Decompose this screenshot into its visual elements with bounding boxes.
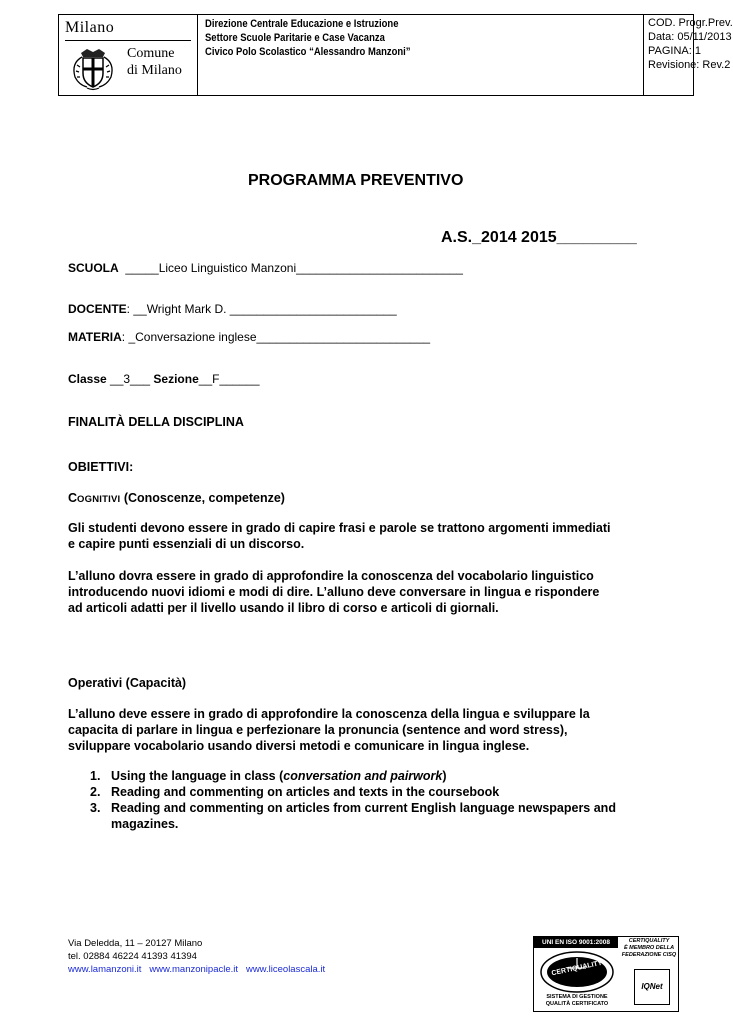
classe-label: Classe [68, 372, 107, 386]
list-item [90, 784, 660, 800]
paragraph-2-line-2: introducendo nuovi idiomi e modi di dire. L’alluno deve conversare in lingua e rispondere [68, 585, 600, 599]
docente-label: DOCENTE [68, 302, 127, 316]
paragraph-3-line-3: sviluppare vocabolario usando diversi metodi e comunicare in lingua inglese. [68, 739, 530, 753]
logo-divider [65, 40, 191, 41]
footer-links [68, 964, 325, 975]
finalita-heading: FINALITÀ DELLA DISCIPLINA [68, 415, 244, 429]
operativi-heading: Operativi (Capacità) [68, 676, 187, 690]
materia-label: MATERIA [68, 330, 122, 344]
scuola-label: SCUOLA [68, 261, 119, 275]
paragraph-1-line-1: Gli studenti devono essere in grado di capire frasi e parole se trattono argomenti immediati [68, 521, 611, 535]
cert-system-line-1: SISTEMA DI GESTIONE [546, 994, 608, 1000]
code-line-1: COD. Progr.Prev. [648, 17, 733, 29]
cert-federation-line-3: FEDERAZIONE CISQ [621, 952, 677, 958]
docente-value: : __Wright Mark D. _________________________ [126, 302, 397, 316]
cert-system-line-2: QUALITÀ CERTIFICATO [545, 1001, 609, 1007]
iqnet-label: IQNet [641, 982, 663, 991]
footer-phone: tel. 02884 46224 41393 41394 [68, 951, 197, 962]
list-number: 1. [90, 769, 101, 783]
paragraph-2 [68, 568, 658, 616]
sezione-label: Sezione [153, 372, 199, 386]
list-after: ) [442, 769, 447, 783]
cognitivi-heading [68, 491, 285, 505]
page-title: PROGRAMMA PREVENTIVO [248, 172, 464, 189]
classe-value: __3___ [106, 372, 154, 386]
iqnet-logo [634, 969, 670, 1005]
classe-sezione-field [68, 372, 260, 386]
sezione-value: __F______ [198, 372, 260, 386]
certiquality-badge [533, 936, 679, 1012]
milano-logo-text: Milano [65, 19, 115, 36]
activity-list [90, 768, 660, 832]
docente-field [68, 302, 397, 316]
code-line-3: PAGINA: 1 [648, 45, 701, 57]
direction-cell [197, 15, 644, 95]
materia-value: : _Conversazione inglese__________________________ [121, 330, 431, 344]
direction-line-1: Direzione Centrale Educazione e Istruzione [205, 18, 399, 30]
paragraph-2-line-3: ad articoli adatti per il livello usando il libro di corso e articoli di giornali. [68, 601, 499, 615]
paragraph-2-line-1: L’alluno dovra essere in grado di approfondire la conoscenza del vocabolario linguistico [68, 569, 594, 583]
footer-address: Via Deledda, 11 – 20127 Milano [68, 938, 203, 949]
cert-federation-line-1: CERTIQUALITY [628, 938, 670, 944]
paragraph-3-line-1: L’alluno deve essere in grado di approfondire la conoscenza della lingua e sviluppare la [68, 707, 590, 721]
cert-federation-line-2: È MEMBRO DELLA [623, 945, 675, 951]
logo-cell [59, 15, 198, 95]
list-number: 3. [90, 801, 101, 815]
list-item [90, 800, 660, 832]
code-cell [644, 15, 733, 95]
comune-label: Comune [127, 46, 175, 61]
cert-system-text [536, 994, 618, 1008]
list-text: Reading and commenting on articles and texts in the coursebook [111, 785, 500, 799]
scuola-value: _____Liceo Linguistico Manzoni_________________________ [118, 261, 463, 275]
cognitivi-initial: C [68, 491, 78, 505]
code-line-2: Data: 05/11/2013 [648, 31, 732, 43]
direction-line-3: Civico Polo Scolastico “Alessandro Manzoni” [205, 46, 411, 58]
paragraph-1 [68, 520, 658, 552]
cert-badge-text: CERTIQUALITY [550, 959, 604, 978]
cognitivi-tail: (Conoscenze, competenze) [120, 491, 285, 505]
footer-link-liceolascala[interactable]: www.liceolascala.it [245, 964, 326, 975]
footer-link-manzonipacle[interactable]: www.manzonipacle.it [149, 964, 239, 975]
code-line-4: Revisione: Rev.2 [648, 59, 731, 71]
list-text-continued: magazines. [111, 817, 179, 831]
list-italic: conversation and pairwork [283, 769, 443, 783]
anno-scolastico: A.S._2014 2015_________ [441, 229, 637, 246]
cert-iso-label: UNI EN ISO 9001:2008 [534, 937, 618, 948]
obiettivi-heading: OBIETTIVI: [68, 460, 134, 474]
direction-line-2: Settore Scuole Paritarie e Case Vacanza [205, 32, 385, 44]
materia-field [68, 330, 430, 344]
list-text: Using the language in class ( [111, 769, 284, 783]
footer-link-lamanzoni[interactable]: www.lamanzoni.it [68, 964, 142, 975]
header-table [58, 14, 733, 96]
cert-federation-text [620, 938, 678, 959]
list-text: Reading and commenting on articles from current English language newspapers and [111, 801, 616, 815]
di-milano-label: di Milano [127, 63, 182, 78]
paragraph-3-line-2: capacita di parlare in lingua e perfezionare la pronuncia (sentence and word stress), [68, 723, 568, 737]
list-number: 2. [90, 785, 101, 799]
milano-crest-icon [67, 45, 119, 91]
cognitivi-smallcaps: OGNITIVI [77, 494, 121, 505]
paragraph-1-line-2: e capire punti essenziali di un discorso. [68, 537, 305, 551]
list-item [90, 768, 660, 784]
scuola-field [68, 261, 463, 275]
paragraph-3 [68, 706, 658, 754]
